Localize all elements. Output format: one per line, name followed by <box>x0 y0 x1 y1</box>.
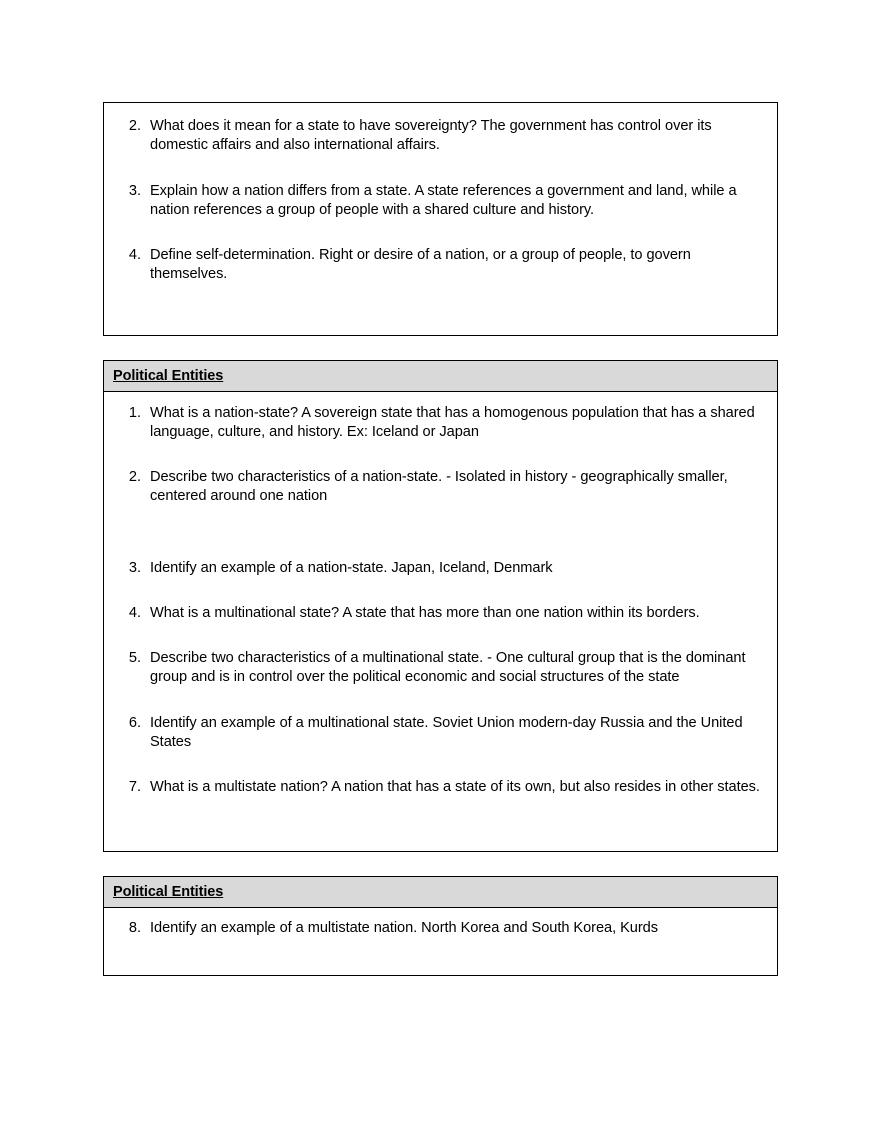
item-number: 7. <box>128 779 141 795</box>
section-title: Political Entities <box>113 884 224 901</box>
section-header-political-entities-1 <box>104 361 777 392</box>
list-item <box>118 559 763 578</box>
document-body <box>103 102 778 976</box>
item-number: 8. <box>128 920 141 937</box>
item-spacer <box>118 578 763 604</box>
section-box-continued <box>103 102 778 336</box>
item-text: What is a multinational state? A state that has more than one nation within its borders. <box>150 604 700 621</box>
section-divider-gap <box>103 336 778 360</box>
section-title: Political Entities <box>113 367 224 384</box>
section-content-political-entities-1 <box>104 392 777 852</box>
item-number: 2. <box>128 469 141 485</box>
list-item <box>118 714 763 753</box>
item-number: 4. <box>128 604 141 621</box>
item-text: Describe two characteristics of a nation-state. - Isolated in history - geographically smaller, centered around one nation <box>150 469 728 505</box>
item-number: 6. <box>128 714 141 731</box>
section-box-political-entities-1 <box>103 360 778 853</box>
item-text: Define self-determination. Right or desire of a nation, or a group of people, to govern themselves. <box>150 247 691 283</box>
item-text: Describe two characteristics of a multinational state. - One cultural group that is the dominant group and is in control over the political economic and social structures of the state <box>150 650 746 686</box>
item-number: 5. <box>128 650 141 666</box>
section-header-political-entities-2 <box>104 877 777 908</box>
item-text: What is a nation-state? A sovereign state that has a homogenous population that has a shared language, culture, and history. Ex: Iceland or Japan <box>150 404 755 440</box>
list-item <box>118 604 763 623</box>
item-spacer <box>118 623 763 649</box>
item-text: What is a multistate nation? A nation that has a state of its own, but also resides in other states. <box>150 779 760 795</box>
section-box-political-entities-2 <box>103 876 778 975</box>
item-spacer <box>118 442 763 468</box>
item-spacer <box>118 507 763 559</box>
list-item <box>118 404 763 443</box>
item-number: 2. <box>128 118 141 134</box>
item-spacer <box>118 797 763 837</box>
item-spacer <box>118 939 763 963</box>
item-text: Explain how a nation differs from a state. A state references a government and land, while a nation references a group of people with a shared culture and history. <box>150 182 737 218</box>
list-item <box>118 117 763 156</box>
item-spacer <box>118 688 763 714</box>
list-item <box>118 649 763 688</box>
section-divider-gap <box>103 852 778 876</box>
list-item <box>118 468 763 507</box>
item-spacer <box>118 752 763 778</box>
item-spacer <box>118 220 763 246</box>
section-content-continued <box>104 103 777 335</box>
item-text: Identify an example of a nation-state. Japan, Iceland, Denmark <box>150 559 553 576</box>
list-item <box>118 182 763 221</box>
item-spacer <box>118 285 763 325</box>
item-number: 1. <box>128 404 141 421</box>
item-number: 4. <box>128 247 141 263</box>
item-text: Identify an example of a multistate nation. North Korea and South Korea, Kurds <box>150 920 658 937</box>
item-text: What does it mean for a state to have sovereignty? The government has control over its domestic affairs and also international affairs. <box>150 118 712 154</box>
list-item <box>118 246 763 285</box>
question-list-continued <box>118 117 763 325</box>
question-list-political-entities-2 <box>118 919 763 962</box>
item-text: Identify an example of a multinational state. Soviet Union modern-day Russia and the United States <box>150 714 743 750</box>
section-content-political-entities-2 <box>104 908 777 974</box>
list-item <box>118 778 763 797</box>
question-list-political-entities-1 <box>118 404 763 838</box>
list-item <box>118 919 763 938</box>
item-spacer <box>118 156 763 182</box>
item-number: 3. <box>128 182 141 199</box>
item-number: 3. <box>128 559 141 576</box>
